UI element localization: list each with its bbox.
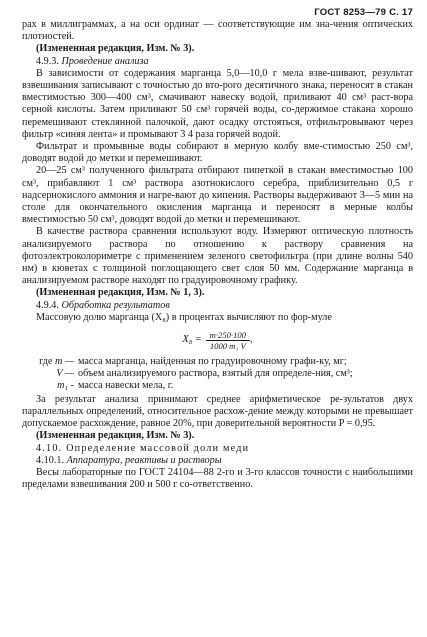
paragraph-procedure: В зависимости от содержания марганца 5,0—10,0 г мела взве-шивают, результат взвешивания записывают с точностью до вто-рого десятичного знака, переносят в стакан вместимостью 300—400 см³, смачивают навеску водой, приливают 40 см³ раст-вора серной кислоты. Затем приливают 50 см³ горячей воды, со-держимое стакана хорошо перемешивают стеклянной палочкой, дают осадку отстояться, отфильтровывают через фильтр «синяя лента» и промывают 3 4 раза горячей водой. — [22, 67, 413, 140]
formula-lhs: X₈ = — [182, 334, 202, 346]
section-4-10: 4.10. Определение массовой доли меди — [36, 442, 250, 454]
paragraph-result: За результат анализа принимают среднее арифметическое ре-зультатов двух параллельных определений, относительное расхож-дение между которыми не превышает допускаемое расхождение, равное 20%, при доверительной вероятности P = 0,95. — [22, 393, 413, 430]
edition-note-2: (Измененная редакция, Изм. № 1, 3). — [36, 287, 205, 299]
where-word: где — [39, 356, 53, 368]
formula — [22, 330, 413, 351]
edition-note-3: (Измененная редакция, Изм. № 3). — [36, 430, 195, 442]
definition-row — [22, 380, 413, 392]
paragraph-formula-intro: Массовую долю марганца (X₈) в процентах вычисляют по фор-муле — [36, 311, 332, 323]
definition-text: объем анализируемого раствора, взятый для определе-ния, см³; — [78, 368, 353, 380]
formula-tail: , — [249, 334, 253, 346]
definition-row — [22, 368, 413, 380]
definition-term: m₁ - — [57, 380, 74, 392]
formula-numerator: m·250·100 — [206, 330, 250, 341]
formula-fraction — [206, 330, 250, 351]
paragraph-aliquot: 20—25 см³ полученного фильтрата отбирают пипеткой в стакан вместимостью 100 см³, прибавляют 1 см³ раствора азотнокислого серебра, приблизительно 0,5 г надсернокислого аммония и нагре-вают до кипения. Растворы выдерживают 3—5 мин на столе для окончательного окисления марганца и переносят в мерные колбы вместимостью 50 см³, доводят водой до метки и перемешивают. — [22, 165, 413, 226]
section-number: 4.9.4. — [36, 299, 59, 311]
section-4-9-4 — [22, 300, 413, 312]
section-title: Проведение анализа — [61, 55, 149, 67]
definition-row — [22, 356, 413, 368]
formula-denominator: 1000 m₁ V — [209, 341, 246, 352]
edition-note-1: (Измененная редакция, Изм. № 3). — [36, 43, 195, 55]
paragraph-filtrate: Фильтрат и промывные воды собирают в мерную колбу вме-стимостью 250 см³, доводят водой до метки и перемешивают. — [22, 141, 413, 165]
section-4-9-3 — [22, 56, 413, 68]
section-title: Обработка результатов — [61, 299, 170, 311]
definition-text: масса марганца, найденная по градуировочному графи-ку, мг; — [78, 356, 347, 368]
variable-definitions — [22, 356, 413, 393]
definition-text: масса навески мела, г. — [78, 380, 174, 392]
section-number: 4.10.1. — [36, 454, 65, 466]
definition-term: V — — [56, 368, 74, 380]
paragraph-continued: рах в миллиграммах, а на оси ординат — соответствующие им зна-чения оптических плотностей. — [22, 19, 413, 43]
section-number: 4.9.3. — [36, 55, 59, 67]
paragraph-scales: Весы лабораторные по ГОСТ 24104—88 2-го и 3-го классов точности с наибольшими пределами взвешивания 200 и 500 г со-ответственно. — [22, 466, 413, 491]
definition-term: где m — — [39, 356, 74, 368]
section-title: Аппаратура, реактивы и растворы — [66, 454, 222, 466]
paragraph-measurement: В качестве раствора сравнения используют воду. Измеряют оптическую плотность анализируемого раствора по отношению к раствору сравнения на фотоэлектроколориметре с применением зеленого светофильтра (при длине волны 540 нм) в кюветах с толщиной поглощающего свет слоя 50 мм. Содержание марганца в анализируемом растворе находят по градуировочному графику. — [22, 226, 413, 287]
section-4-10-1 — [22, 455, 413, 467]
page-header: ГОСТ 8253—79 С. 17 — [314, 7, 413, 18]
